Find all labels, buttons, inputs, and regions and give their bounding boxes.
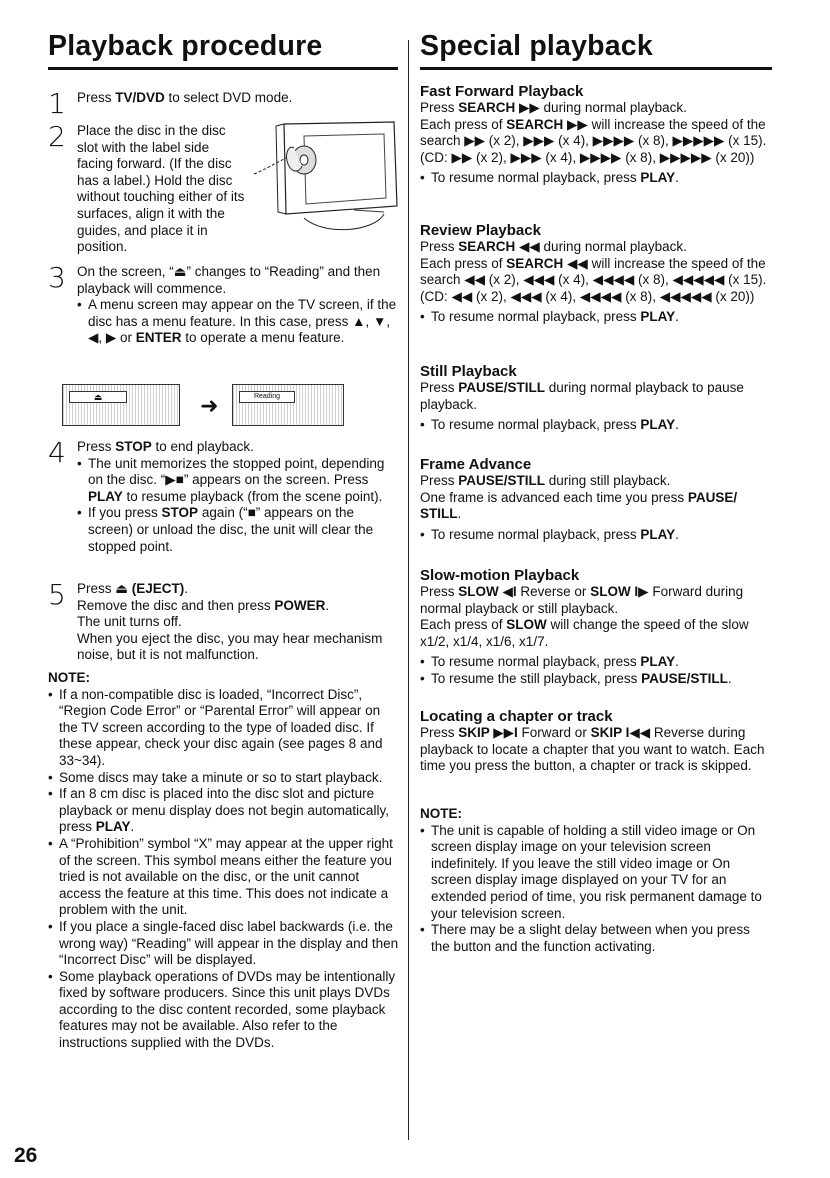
note-label: NOTE: [420, 806, 462, 821]
step-text: Place the disc in the disc slot with the label side facing forward. (If the disc has a label.) Hold the disc without touching either of its surfaces, align it with the guides, and place it in position. [77, 123, 245, 255]
step-text [77, 439, 399, 555]
section-title: Slow-motion Playback [420, 567, 580, 584]
slow-motion-section [420, 567, 772, 688]
list-item: • To resume normal playback, press PLAY. [420, 654, 772, 671]
section-bullets [420, 417, 772, 434]
list-item: • To resume normal playback, press PLAY. [420, 527, 772, 544]
paragraph: One frame is advanced each time you press PAUSE/ STILL. [420, 489, 738, 522]
osd-eject-symbol: ⏏ [69, 391, 127, 403]
section-bullets [420, 654, 772, 687]
note-label: NOTE: [48, 670, 90, 685]
section-bullets [420, 527, 772, 544]
playback-procedure-column [48, 30, 399, 1051]
playback-procedure-title: Playback procedure [48, 30, 398, 70]
list-item: • To resume the still playback, press PAUSE/STILL. [420, 671, 772, 688]
list-item: • If a non-compatible disc is loaded, “Incorrect Disc”, “Region Code Error” or “Parental Error” will appear on the TV screen according to the type of loaded disc. If these appear, check your disc again (see pages 8 and 33~34). [48, 687, 400, 770]
section-body [420, 239, 772, 305]
section-body [420, 473, 772, 523]
step-4-bullets [77, 456, 399, 556]
step-number: 5 [48, 578, 66, 611]
section-title: Review Playback [420, 222, 541, 239]
list-item: • A “Prohibition” symbol “X” may appear at the upper right of the screen. This symbol means either the feature you tried is not available on the disc, or the unit cannot access the feature at this time. This does not indicate a problem with the unit. [48, 836, 400, 919]
step-text: Press ⏏ (EJECT). Remove the disc and then press POWER. The unit turns off. When you eject the disc, you may hear mechanism noise, but it is not malfunction. [77, 581, 383, 663]
paragraph: Press PAUSE/STILL during normal playback to pause playback. [420, 380, 744, 412]
section-bullets [420, 309, 772, 326]
special-playback-column [420, 30, 772, 954]
column-divider [408, 40, 409, 1140]
step-number: 4 [48, 436, 66, 469]
paragraph: Each press of SEARCH ▶▶ will increase the speed of the search ▶▶ (x 2), ▶▶▶ (x 4), ▶▶▶▶ (x 8), ▶▶▶▶▶ (x 15). [420, 116, 767, 149]
tv-disc-insert-illustration [234, 114, 399, 236]
paragraph: Each press of SLOW will change the speed of the slow x1/2, x1/4, x1/6, x1/7. [420, 617, 749, 649]
paragraph: Press SKIP ▶▶I Forward or SKIP I◀◀ Reverse during playback to locate a chapter that you want to watch. Each time you press the button, a chapter or track is skipped. [420, 725, 765, 774]
step-number: 3 [48, 261, 66, 294]
step-4-lead: Press STOP to end playback. [77, 439, 254, 454]
list-item: • To resume normal playback, press PLAY. [420, 309, 772, 326]
section-body [420, 725, 772, 775]
section-body [420, 584, 772, 650]
list-item: • Some discs may take a minute or so to start playback. [48, 770, 400, 787]
right-notes [420, 806, 772, 955]
paragraph: (CD: ▶▶ (x 2), ▶▶▶ (x 4), ▶▶▶▶ (x 8), ▶▶▶▶▶ (x 20)) [420, 149, 755, 165]
osd-screen-eject [62, 384, 180, 426]
list-item: • To resume normal playback, press PLAY. [420, 417, 772, 434]
note-list [420, 823, 772, 956]
fast-forward-section [420, 83, 772, 187]
list-item: • If you place a single-faced disc label backwards (i.e. the wrong way) “Reading” will appear in the display and then “Incorrect Disc” will be displayed. [48, 919, 400, 969]
still-playback-section [420, 363, 772, 434]
osd-reading-text: Reading [239, 391, 295, 403]
note-list [48, 687, 400, 1052]
step-number: 1 [48, 87, 66, 120]
list-item: • There may be a slight delay between when you press the button and the function activating. [420, 922, 772, 955]
paragraph: Press SEARCH ▶▶ during normal playback. [420, 100, 687, 115]
osd-screen-reading [232, 384, 344, 426]
section-title: Frame Advance [420, 456, 532, 473]
list-item: • The unit memorizes the stopped point, depending on the disc. “▶■” appears on the screen. Press PLAY to resume playback (from the scene point). [77, 456, 399, 506]
section-body [420, 380, 772, 413]
paragraph: Press PAUSE/STILL during still playback. [420, 473, 671, 488]
page-number: 26 [14, 1144, 38, 1167]
list-item: • If an 8 cm disc is placed into the disc slot and picture playback or menu display does not begin automatically, press PLAY. [48, 786, 400, 836]
review-section [420, 222, 772, 326]
paragraph: Press SEARCH ◀◀ during normal playback. [420, 239, 687, 254]
step-text [77, 264, 399, 347]
frame-advance-section [420, 456, 772, 543]
locating-chapter-section [420, 708, 772, 775]
list-item: • Some playback operations of DVDs may be intentionally fixed by software producers. Since this unit plays DVDs according to the disc content recorded, some playback features may not be available. Also refer to the instructions supplied with the DVDs. [48, 969, 400, 1052]
list-item: • To resume normal playback, press PLAY. [420, 170, 772, 187]
step-3-lead: On the screen, “⏏” changes to “Reading” and then playback will commence. [77, 264, 381, 296]
section-title: Still Playback [420, 363, 517, 380]
section-body [420, 100, 772, 166]
arrow-right-icon: ➜ [200, 393, 219, 418]
step-3-bullets [77, 297, 399, 347]
left-notes [48, 670, 400, 1052]
section-title: Fast Forward Playback [420, 83, 584, 100]
step-text: Press TV/DVD to select DVD mode. [77, 90, 293, 105]
step-number: 2 [48, 120, 66, 153]
list-item: • If you press STOP again (“■” appears on the screen) or unload the disc, the unit will clear the stopped point. [77, 505, 399, 555]
paragraph: Each press of SEARCH ◀◀ will increase the speed of the search ◀◀ (x 2), ◀◀◀ (x 4), ◀◀◀◀ (x 8), ◀◀◀◀◀ (x 15). [420, 255, 767, 288]
special-playback-title: Special playback [420, 30, 772, 70]
paragraph: Press SLOW ◀I Reverse or SLOW I▶ Forward during normal playback or still playback. [420, 584, 744, 616]
section-title: Locating a chapter or track [420, 708, 613, 725]
section-bullets [420, 170, 772, 187]
list-item: • A menu screen may appear on the TV screen, if the disc has a menu feature. In this case, press ▲, ▼, ◀, ▶ or ENTER to operate a menu feature. [77, 297, 399, 347]
list-item: • The unit is capable of holding a still video image or On screen display image on your television screen indefinitely. If you leave the still video image or On screen display image displayed on your TV for an extended period of time, you risk permanent damage to your television screen. [420, 823, 772, 923]
paragraph: (CD: ◀◀ (x 2), ◀◀◀ (x 4), ◀◀◀◀ (x 8), ◀◀◀◀◀ (x 20)) [420, 288, 755, 304]
